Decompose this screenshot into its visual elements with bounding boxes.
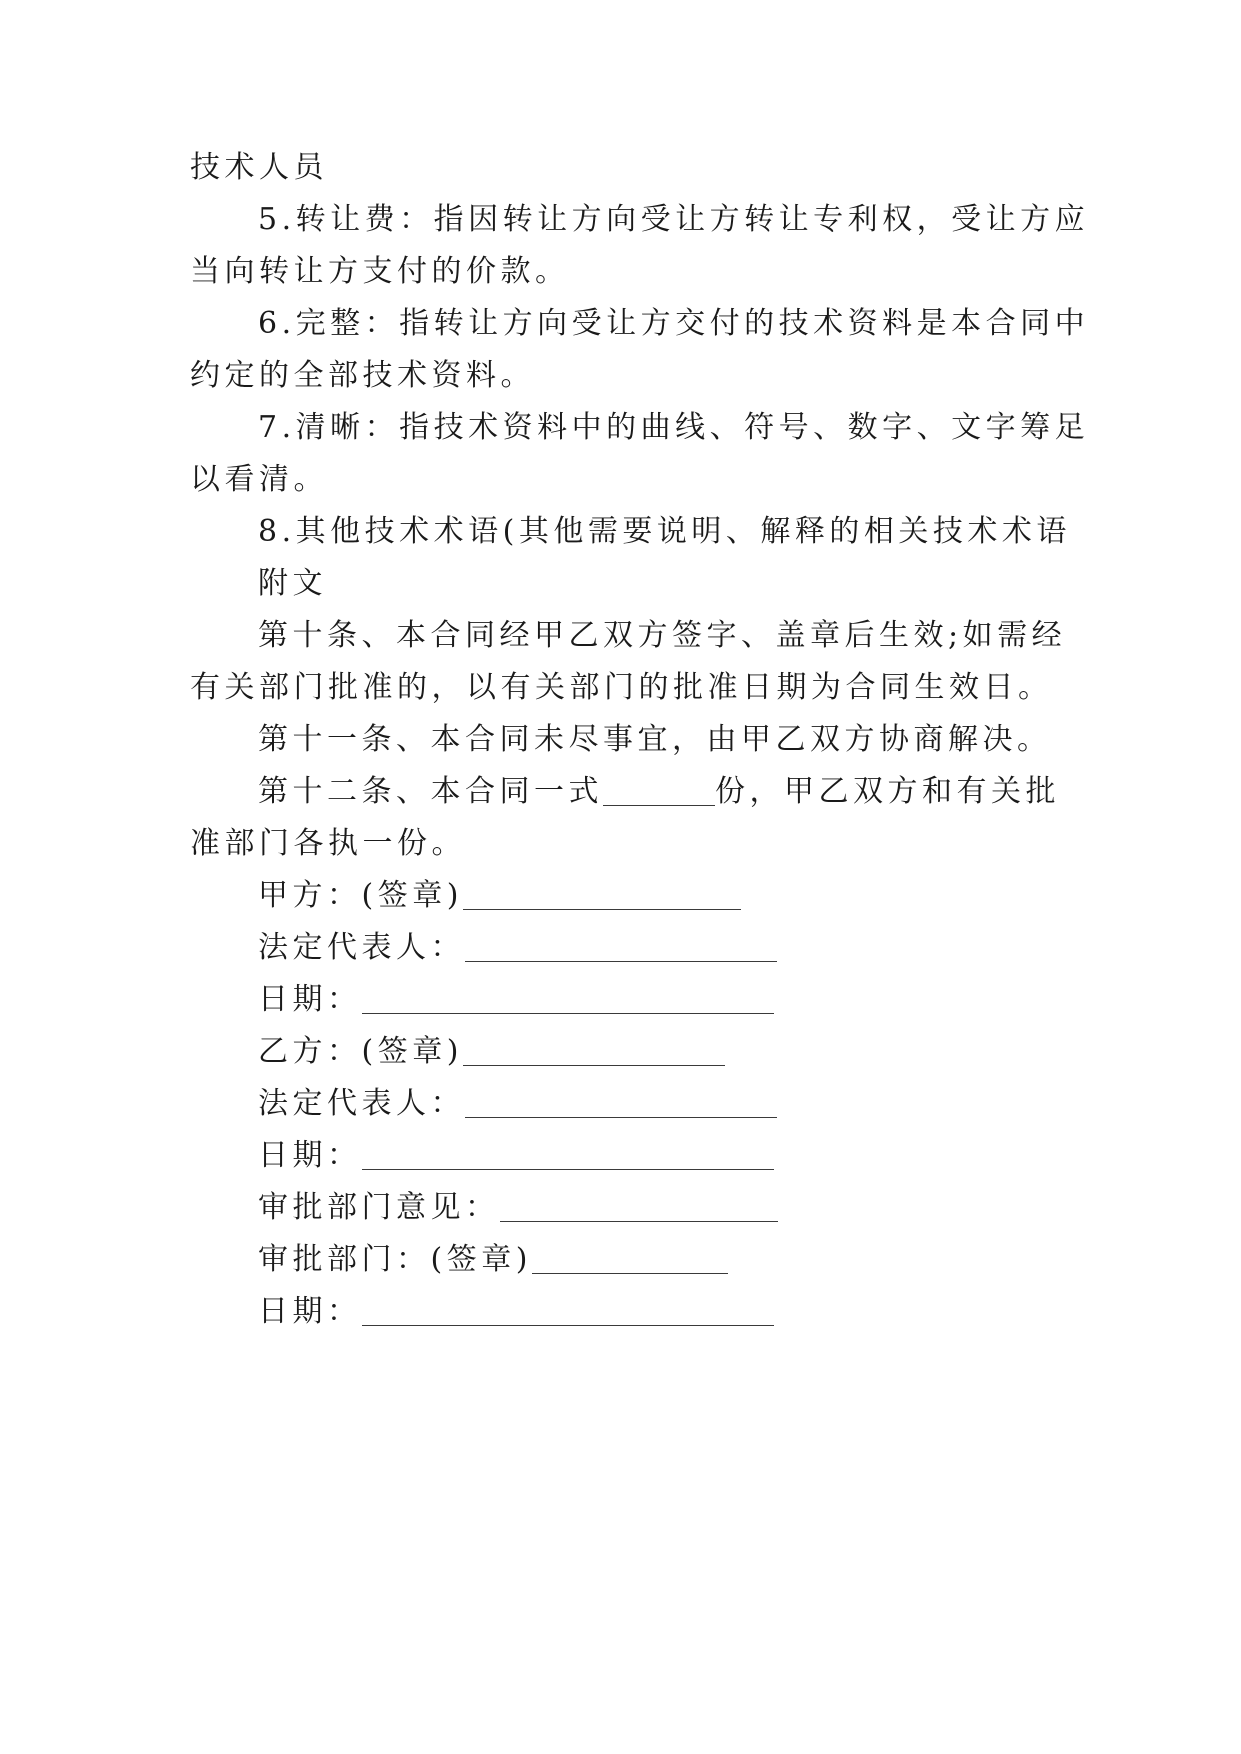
appendix-heading: 附文: [258, 566, 327, 601]
definition-complete: 6.完整：指转让方向受让方交付的技术资料是本合同中: [258, 306, 1090, 341]
definition-other-terms: 8.其他技术术语(其他需要说明、解释的相关技术术语: [258, 514, 1071, 549]
party-b-date-row: [258, 1136, 774, 1176]
approval-date-row: [258, 1292, 774, 1332]
clause-10: 第十条、本合同经甲乙双方签字、盖章后生效;如需经: [258, 618, 1067, 653]
party-a-rep-label: 法定代表人：: [258, 930, 465, 965]
approval-date-label: 日期：: [258, 1294, 362, 1329]
party-b-rep-row: [258, 1084, 777, 1124]
paragraph-line: 约定的全部技术资料。: [190, 358, 535, 393]
party-a-rep-blank: [465, 931, 777, 962]
party-a-signature-blank: [463, 879, 741, 910]
approval-opinion-blank: [500, 1191, 778, 1222]
party-a-rep-row: [258, 928, 777, 968]
clause-12-text-after: 份，甲乙双方和有关批: [715, 774, 1060, 809]
clause-11: 第十一条、本合同未尽事宜，由甲乙双方协商解决。: [258, 722, 1052, 757]
party-b-signature-blank: [463, 1035, 725, 1066]
approval-date-blank: [362, 1295, 774, 1326]
paragraph-line: 准部门各执一份。: [190, 826, 466, 861]
definition-clear: 7.清晰：指技术资料中的曲线、符号、数字、文字筹足: [258, 410, 1090, 445]
approval-dept-label: 审批部门：(签章): [258, 1242, 532, 1277]
party-b-rep-label: 法定代表人：: [258, 1086, 465, 1121]
approval-opinion-row: [258, 1188, 778, 1228]
party-b-date-blank: [362, 1139, 774, 1170]
approval-opinion-label: 审批部门意见：: [258, 1190, 500, 1225]
paragraph-line: 以看清。: [190, 462, 328, 497]
copies-blank: [603, 775, 715, 806]
party-a-date-label: 日期：: [258, 982, 362, 1017]
party-b-label: 乙方：(签章): [258, 1034, 463, 1069]
paragraph-line: 当向转让方支付的价款。: [190, 254, 570, 289]
party-b-signature-row: [258, 1032, 725, 1072]
party-a-date-blank: [362, 983, 774, 1014]
approval-dept-blank: [532, 1243, 728, 1274]
party-b-rep-blank: [465, 1087, 777, 1118]
party-b-date-label: 日期：: [258, 1138, 362, 1173]
paragraph-line: 有关部门批准的，以有关部门的批准日期为合同生效日。: [190, 670, 1053, 705]
definition-transfer-fee: 5.转让费：指因转让方向受让方转让专利权，受让方应: [258, 202, 1090, 237]
approval-dept-row: [258, 1240, 728, 1280]
paragraph-line: 技术人员: [190, 150, 328, 185]
clause-12: [258, 772, 1060, 812]
party-a-label: 甲方：(签章): [258, 878, 463, 913]
party-a-date-row: [258, 980, 774, 1020]
clause-12-text-before: 第十二条、本合同一式: [258, 774, 603, 809]
party-a-signature-row: [258, 876, 741, 916]
